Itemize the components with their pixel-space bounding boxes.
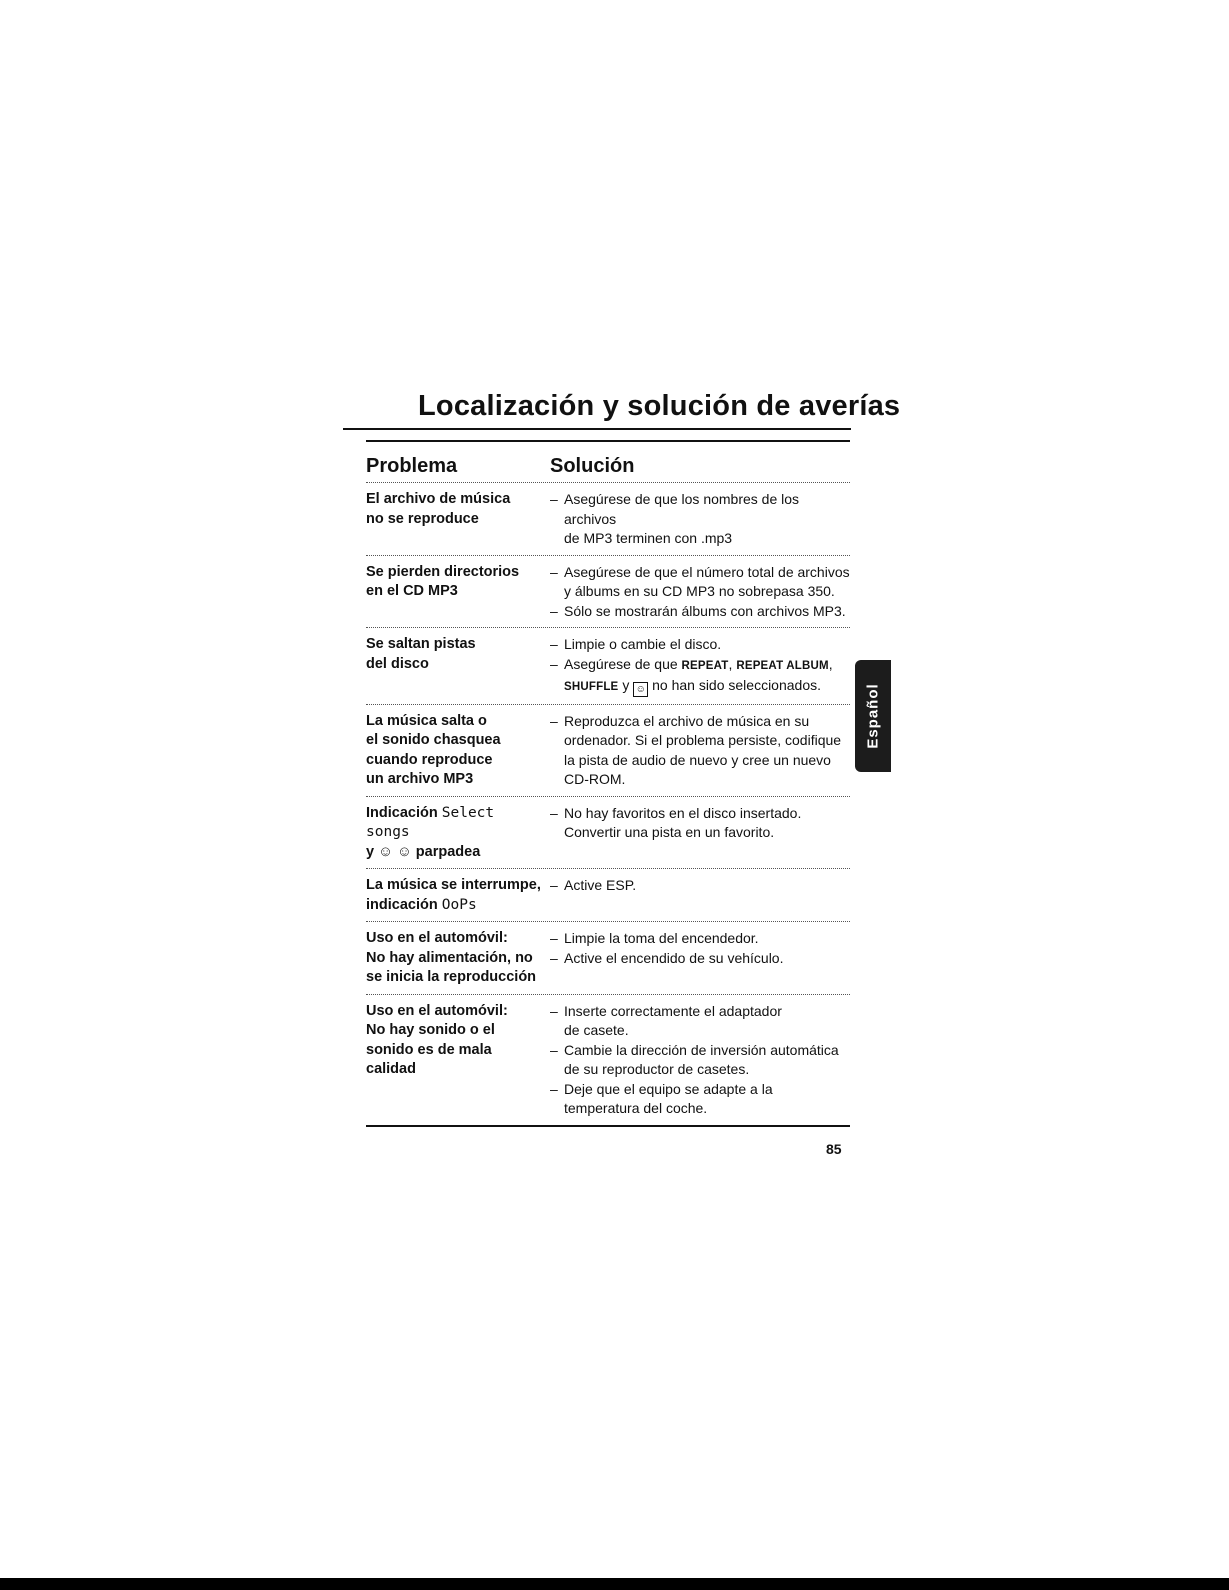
dash-bullet: –	[550, 655, 558, 672]
keyword-repeat: REPEAT	[681, 659, 729, 672]
dash-bullet: –	[550, 1002, 558, 1019]
solution-item	[550, 655, 850, 698]
solution-cell	[550, 876, 850, 915]
solution-cell	[550, 804, 850, 863]
problem-suffix: parpadea	[415, 843, 481, 860]
table-row	[366, 556, 850, 629]
solution-cell	[550, 635, 850, 698]
problem-cell: Uso en el automóvil: No hay alimentación, no se inicia la reproducción	[366, 930, 537, 985]
header-problem: Problema	[366, 455, 458, 477]
solution-item	[550, 602, 850, 622]
solution-item	[550, 712, 850, 790]
dash-bullet: –	[550, 1041, 558, 1058]
solution-text: Deje que el equipo se adapte a la temperatura del coche.	[564, 1080, 773, 1116]
solution-text: Limpie o cambie el disco.	[564, 636, 722, 652]
solution-text: Reproduzca el archivo de música en su ordenador. Si el problema persiste, codifique la pista de audio de nuevo y cree un nuevo CD-ROM.	[564, 712, 842, 787]
display-text: OoPs	[441, 896, 477, 913]
solution-item	[550, 563, 850, 602]
solution-item	[550, 1041, 850, 1080]
language-label: Español	[864, 683, 882, 749]
solution-text: Asegúrese de que el número total de archivos y álbums en su CD MP3 no sobrepasa 350.	[564, 563, 850, 599]
solution-cell	[550, 929, 850, 988]
table-row	[366, 869, 850, 922]
scan-bottom-edge	[0, 1578, 1229, 1590]
solution-item	[550, 1002, 850, 1041]
dash-bullet: –	[550, 1080, 558, 1097]
keyword-shuffle: SHUFFLE	[564, 681, 619, 693]
dash-bullet: –	[550, 804, 558, 821]
dash-bullet: –	[550, 877, 558, 893]
dash-bullet: –	[550, 602, 558, 619]
solution-item	[550, 804, 850, 843]
solution-item	[550, 635, 850, 655]
solution-text: Limpie la toma del encendedor.	[564, 930, 759, 946]
table-row	[366, 797, 850, 870]
solution-text: Asegúrese de que los nombres de los archivos de MP3 terminen con .mp3	[564, 491, 800, 546]
solution-item	[550, 929, 850, 949]
solution-cell	[550, 712, 850, 790]
solution-text: No hay favoritos en el disco insertado. Convertir una pista en un favorito.	[564, 804, 802, 840]
solution-cell	[550, 563, 850, 622]
solution-text-mid: y	[622, 677, 630, 693]
troubleshooting-table	[366, 440, 850, 1127]
problem-cell: Se saltan pistas del disco	[366, 636, 476, 672]
problem-label: indicación	[366, 896, 438, 913]
solution-text: Active ESP.	[564, 877, 637, 893]
solution-text-pre: Asegúrese de que	[564, 655, 678, 672]
problem-label: Indicación	[366, 804, 438, 821]
title-rule	[343, 428, 851, 430]
problem-cell: El archivo de música no se reproduce	[366, 491, 511, 527]
problem-cell	[366, 876, 550, 915]
solution-text: Inserte correctamente el adaptador de casete.	[564, 1002, 782, 1038]
favorite-icon: ☺	[633, 682, 648, 697]
solution-text: Asegúrese de que REPEAT, REPEAT ALBUM, SHUFFLE y ☺ no han sido seleccionados.	[564, 655, 833, 695]
problem-cell: Uso en el automóvil: No hay sonido o el sonido es de mala calidad	[366, 1002, 508, 1077]
smiley-icons: ☺ ☺	[378, 843, 412, 860]
table-row	[366, 995, 850, 1127]
solution-text-post: no han sido seleccionados.	[652, 677, 822, 693]
solution-cell	[550, 1002, 850, 1119]
dash-bullet: –	[550, 949, 558, 966]
solution-item	[550, 876, 850, 896]
header-solution: Solución	[550, 455, 635, 477]
page-title: Localización y solución de averías	[418, 390, 901, 422]
solution-text: Sólo se mostrarán álbums con archivos MP3.	[564, 602, 846, 619]
problem-cell	[366, 804, 550, 863]
keyword-repeat-album: REPEAT ALBUM	[736, 659, 829, 672]
solution-item	[550, 949, 850, 969]
dash-bullet: –	[550, 712, 558, 729]
solution-item	[550, 490, 850, 549]
problem-prefix: y	[366, 843, 375, 860]
table-row	[366, 705, 850, 797]
solution-text: Active el encendido de su vehículo.	[564, 949, 784, 966]
solution-cell	[550, 490, 850, 549]
problem-cell: Se pierden directorios en el CD MP3	[366, 563, 520, 599]
solution-item	[550, 1080, 850, 1119]
dash-bullet: –	[550, 563, 558, 580]
table-row	[366, 922, 850, 995]
page-number: 85	[826, 1141, 842, 1157]
language-side-tab	[855, 660, 891, 772]
dash-bullet: –	[550, 930, 558, 946]
table-row	[366, 483, 850, 556]
solution-text: Cambie la dirección de inversión automática de su reproductor de casetes.	[564, 1041, 839, 1077]
dash-bullet: –	[550, 636, 558, 652]
table-header	[366, 442, 850, 483]
problem-line1: La música se interrumpe,	[366, 877, 541, 893]
dash-bullet: –	[550, 491, 558, 507]
table-row	[366, 628, 850, 705]
display-text: Select songs	[366, 804, 495, 840]
problem-cell: La música salta o el sonido chasquea cuando reproduce un archivo MP3	[366, 712, 501, 787]
